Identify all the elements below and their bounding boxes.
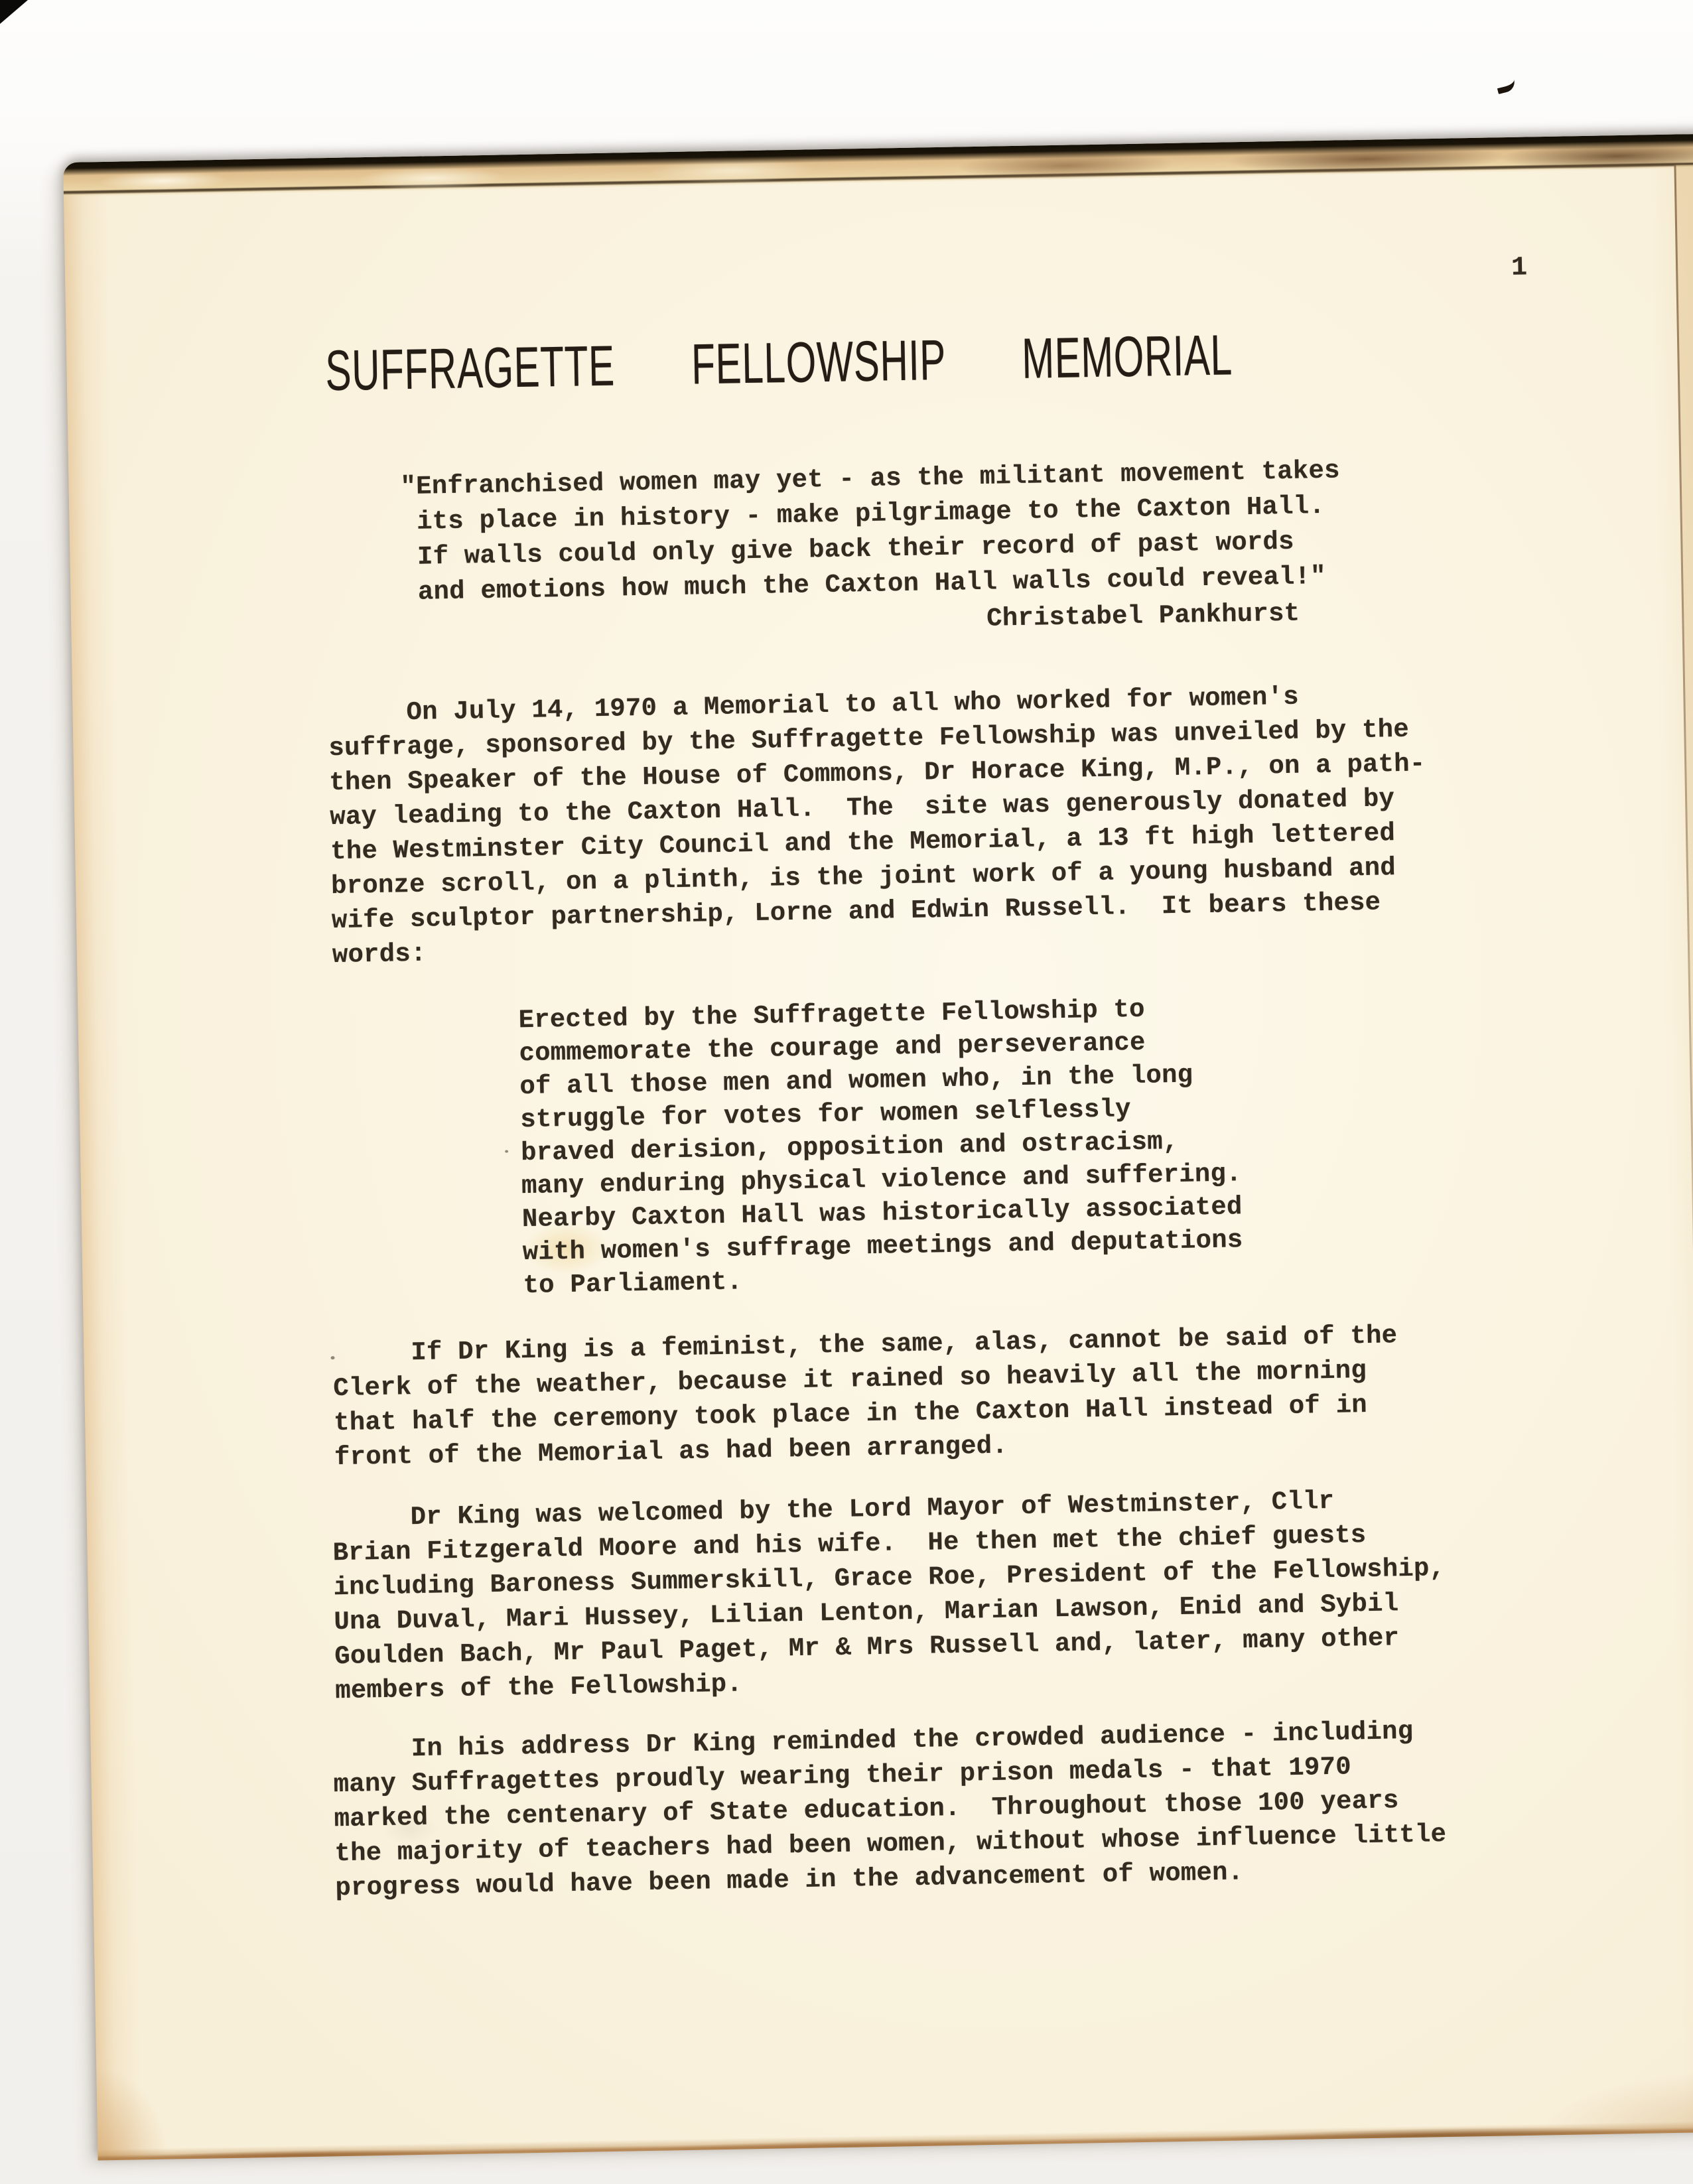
paragraph-address: In his address Dr King reminded the crowded audience - including many Suffragettes proudly wearing their prison medals - that 1970 marked the centenary of State education. Throughout those 100 years the majority of teachers had been women, without whose influence little progress would have been made in the advancement of women. [332,1716,1447,1903]
document-page [63,133,1693,2161]
page-title: SUFFRAGETTE FELLOWSHIP MEMORIAL [324,323,1233,403]
opening-quotation: "Enfranchised women may yet - as the militant movement takes its place in history - make pilgrimage to the Caxton Hall. If walls could only give back their record of past words and emotions how much the Caxton Hall walls could reveal!" [400,456,1341,608]
memorial-inscription: Erected by the Suffragette Fellowship to commemorate the courage and perseverance of all those men and women who, in the long struggle for votes for women selflessly braved derision, opposition and ostracism, many enduring physical violence and suffering. Nearby Caxton Hall was historically associated with women's suffrage meetings and deputations to Parliament. [518,994,1243,1301]
paragraph-guests: Dr King was welcomed by the Lord Mayor of Westminster, Cllr Brian Fitzgerald Moore and his wife. He then met the chief guests including Baroness Summerskill, Grace Roe, President of the Fellowship, Una Duval, Mari Hussey, Lilian Lenton, Marian Lawson, Enid and Sybil Goulden Bach, Mr Paul Paget, Mr & Mrs Russell and, later, many other members of the Fellowship. [332,1486,1446,1706]
ink-speck [505,1150,508,1153]
page-number: 1 [1511,253,1528,283]
page-bottom-edge [98,2120,1693,2161]
page-top-edge [63,133,1693,197]
quote-attribution: Christabel Pankhurst [986,598,1300,634]
paragraph-memorial-unveiling: On July 14, 1970 a Memorial to all who worked for women's suffrage, sponsored by the Suffragette Fellowship was unveiled by the then Speaker of the House of Commons, Dr Horace King, M.P., on a path- way leading to the Caxton Hall. The site was generously donated by the Westminster City Council and the Memorial, a 13 ft high lettered bronze scroll, on a plinth, is the joint work of a young husband and wife sculptor partnership, Lorne and Edwin Russell. It bears these words: [328,682,1426,971]
pen-mark [1495,76,1517,94]
scanner-corner-artifact [0,0,28,24]
page-right-edge [1674,164,1693,2122]
paragraph-weather: If Dr King is a feminist, the same, alas, cannot be said of the Clerk of the weather, because it rained so heavily all the morning that half the ceremony took place in the Caxton Hall instead of in front of the Memorial as had been arranged. [332,1321,1398,1473]
